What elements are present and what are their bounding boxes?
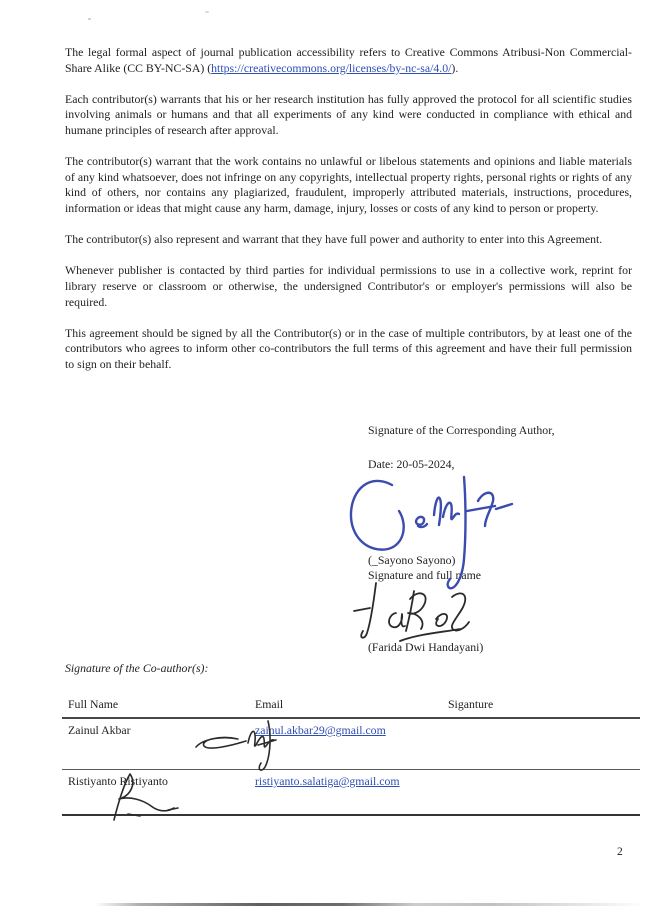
paragraph-authority: The contributor(s) also represent and warrant that they have full power and authority to enter into this Agreement. (65, 232, 603, 247)
corresponding-signature-heading: Signature of the Corresponding Author, (368, 423, 555, 437)
corresponding-author-block (368, 423, 638, 654)
second-author-name: (Farida Dwi Handayani) (368, 640, 484, 654)
coauthor-name: Ristiyanto Ristiyanto (68, 774, 168, 788)
scan-artifact-speck (88, 18, 91, 20)
scan-artifact-speck (205, 11, 209, 13)
signature-date: Date: 20-05-2024, (368, 456, 455, 471)
agreement-body (65, 45, 632, 388)
coauthor-email-link[interactable]: zainul.akbar29@gmail.com (255, 723, 386, 737)
second-author-signature-icon (352, 581, 484, 649)
paragraph-ethics: Each contributor(s) warrants that his or her research institution has fully approved the protocol for all scientific studies involving animals or humans and that all experiments of any kind were conducted in compliance with ethical and humane principles of research after approval. (65, 91, 632, 137)
table-header-row (62, 691, 640, 719)
creative-commons-link[interactable]: https://creativecommons.org/licenses/by-nc-sa/4.0/ (211, 60, 452, 75)
paragraph-license (65, 45, 632, 76)
table-row (62, 770, 640, 816)
column-header-signature: Siganture (448, 696, 494, 711)
page-number: 2 (617, 846, 623, 858)
table-row (62, 719, 640, 770)
coauthor-email-link[interactable]: ristiyanto.salatiga@gmail.com (255, 774, 400, 788)
paragraph-warranty: The contributor(s) warrant that the work contains no unlawful or libelous statements and opinions and liable materials of any kind whatsoever, does not infringe on any copyrights, intellectual property rights, personal rights or rights of any kind of others, nor contains any plagiarized, fraudulent, improperly attributed materials, instructions, procedures, information or ideas that might cause any harm, damage, injury, losses or costs of any kind to person or property. (65, 154, 632, 215)
paragraph-permissions: Whenever publisher is contacted by third parties for individual permissions to use in a collective work, reprint for library reserve or classroom or otherwise, the undersigned Contributor's or employer's permissions will also be required. (65, 263, 632, 309)
paragraph-license-text: The legal formal aspect of journal publication accessibility refers to Creative Commons Atribusi-Non Commercial-Share Alike (CC BY-NC-SA) ( (65, 45, 632, 75)
coauthor-name: Zainul Akbar (68, 723, 131, 737)
corresponding-author-name: (_Sayono Sayono) (368, 553, 456, 567)
column-header-email: Email (255, 696, 284, 711)
paragraph-signing: This agreement should be signed by all the Contributor(s) or in the case of multiple contributors, by at least one of the contributors who agrees to inform other co-contributors the full terms of this agreement and have their full permission to sign on their behalf. (65, 325, 632, 371)
scan-artifact-line (95, 903, 645, 906)
column-header-full-name: Full Name (68, 696, 119, 711)
paragraph-license-tail: ). (451, 60, 459, 75)
coauthors-table (62, 691, 640, 816)
signature-caption: Signature and full name (368, 568, 482, 582)
coauthors-heading: Signature of the Co-author(s): (65, 661, 209, 675)
